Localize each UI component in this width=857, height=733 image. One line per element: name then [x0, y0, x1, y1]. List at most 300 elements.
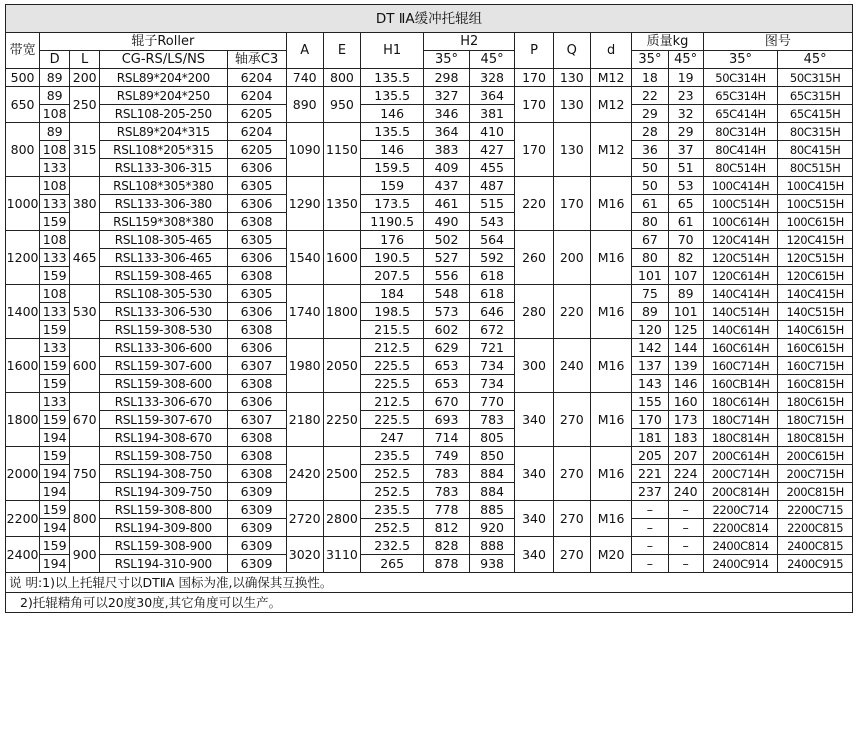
belt-width-cell: 2200: [6, 501, 40, 537]
dim-q-cell: 200: [553, 231, 590, 285]
dim-e-cell: 1350: [323, 177, 360, 231]
drawing-45-cell: 200C715H: [778, 465, 853, 483]
drawing-45-cell: 65C315H: [778, 87, 853, 105]
roller-diameter-cell: 108: [40, 285, 70, 303]
mass-45-cell: –: [668, 555, 703, 573]
roller-length-cell: 200: [70, 69, 100, 87]
table-row: [6, 411, 853, 429]
table-row: [6, 501, 853, 519]
dim-h1-cell: 252.5: [361, 483, 424, 501]
roller-diameter-cell: 159: [40, 501, 70, 519]
drawing-45-cell: 120C415H: [778, 231, 853, 249]
table-row: [6, 249, 853, 267]
table-row: [6, 303, 853, 321]
drawing-45-cell: 80C315H: [778, 123, 853, 141]
dim-h2-45-cell: 885: [469, 501, 515, 519]
mass-35-cell: 137: [632, 357, 668, 375]
drawing-45-cell: 140C415H: [778, 285, 853, 303]
mass-45-cell: 107: [668, 267, 703, 285]
bearing-cell: 6205: [227, 105, 286, 123]
roller-model-cell: RSL194-309-800: [100, 519, 227, 537]
dim-e-cell: 2800: [323, 501, 360, 537]
table-row: [6, 339, 853, 357]
table-title: DT ⅡA缓冲托辊组: [6, 5, 853, 33]
header-l: L: [70, 51, 100, 69]
dim-a-cell: 1290: [286, 177, 323, 231]
bearing-cell: 6306: [227, 393, 286, 411]
mass-45-cell: 61: [668, 213, 703, 231]
mass-45-cell: 53: [668, 177, 703, 195]
roller-spec-table: [5, 4, 853, 613]
dim-e-cell: 1600: [323, 231, 360, 285]
drawing-35-cell: 65C314H: [703, 87, 778, 105]
dim-a-cell: 1980: [286, 339, 323, 393]
roller-model-cell: RSL159-307-670: [100, 411, 227, 429]
dim-h2-35-cell: 878: [424, 555, 470, 573]
roller-diameter-cell: 108: [40, 231, 70, 249]
bolt-d-cell: M12: [590, 69, 631, 87]
dim-h2-45-cell: 884: [469, 483, 515, 501]
mass-45-cell: 139: [668, 357, 703, 375]
table-row: [6, 519, 853, 537]
mass-45-cell: 19: [668, 69, 703, 87]
bolt-d-cell: M16: [590, 285, 631, 339]
drawing-35-cell: 180C614H: [703, 393, 778, 411]
dim-q-cell: 220: [553, 285, 590, 339]
drawing-35-cell: 140C614H: [703, 321, 778, 339]
dim-h1-cell: 252.5: [361, 465, 424, 483]
mass-35-cell: 22: [632, 87, 668, 105]
table-row: [6, 375, 853, 393]
belt-width-cell: 500: [6, 69, 40, 87]
dim-h1-cell: 212.5: [361, 339, 424, 357]
mass-35-cell: 61: [632, 195, 668, 213]
table-row: [6, 123, 853, 141]
dim-h2-35-cell: 298: [424, 69, 470, 87]
dim-h2-35-cell: 548: [424, 285, 470, 303]
dim-h2-35-cell: 502: [424, 231, 470, 249]
roller-model-cell: RSL194-310-900: [100, 555, 227, 573]
dim-h1-cell: 146: [361, 141, 424, 159]
roller-diameter-cell: 159: [40, 375, 70, 393]
mass-35-cell: 18: [632, 69, 668, 87]
bearing-cell: 6309: [227, 483, 286, 501]
header-a: A: [286, 33, 323, 69]
roller-diameter-cell: 194: [40, 465, 70, 483]
dim-p-cell: 340: [515, 537, 553, 573]
bolt-d-cell: M16: [590, 231, 631, 285]
roller-model-cell: RSL133-306-380: [100, 195, 227, 213]
belt-width-cell: 800: [6, 123, 40, 177]
drawing-35-cell: 2200C714: [703, 501, 778, 519]
roller-model-cell: RSL108-305-530: [100, 285, 227, 303]
roller-model-cell: RSL159-308-465: [100, 267, 227, 285]
mass-45-cell: 32: [668, 105, 703, 123]
dim-h2-35-cell: 409: [424, 159, 470, 177]
bearing-cell: 6205: [227, 141, 286, 159]
roller-length-cell: 465: [70, 231, 100, 285]
dim-q-cell: 270: [553, 537, 590, 573]
dim-h2-45-cell: 734: [469, 375, 515, 393]
table-row: [6, 483, 853, 501]
roller-model-cell: RSL89*204*200: [100, 69, 227, 87]
drawing-35-cell: 100C514H: [703, 195, 778, 213]
header-mass-35: 35°: [632, 51, 668, 69]
dim-h2-45-cell: 487: [469, 177, 515, 195]
dim-p-cell: 340: [515, 393, 553, 447]
bolt-d-cell: M16: [590, 339, 631, 393]
dim-a-cell: 2180: [286, 393, 323, 447]
dim-h2-35-cell: 629: [424, 339, 470, 357]
roller-model-cell: RSL89*204*315: [100, 123, 227, 141]
dim-h2-45-cell: 592: [469, 249, 515, 267]
table-row: [6, 267, 853, 285]
dim-h1-cell: 247: [361, 429, 424, 447]
dim-h2-35-cell: 749: [424, 447, 470, 465]
dim-h2-35-cell: 828: [424, 537, 470, 555]
roller-model-cell: RSL108*205*315: [100, 141, 227, 159]
mass-45-cell: 37: [668, 141, 703, 159]
bearing-cell: 6306: [227, 159, 286, 177]
bearing-cell: 6306: [227, 249, 286, 267]
roller-diameter-cell: 194: [40, 429, 70, 447]
dim-h2-35-cell: 783: [424, 465, 470, 483]
dim-h2-45-cell: 646: [469, 303, 515, 321]
bearing-cell: 6307: [227, 357, 286, 375]
drawing-45-cell: 120C615H: [778, 267, 853, 285]
roller-diameter-cell: 133: [40, 195, 70, 213]
mass-45-cell: 183: [668, 429, 703, 447]
dim-h2-35-cell: 693: [424, 411, 470, 429]
drawing-35-cell: 100C614H: [703, 213, 778, 231]
dim-q-cell: 270: [553, 501, 590, 537]
mass-35-cell: 142: [632, 339, 668, 357]
roller-model-cell: RSL159-308-900: [100, 537, 227, 555]
dim-h2-35-cell: 556: [424, 267, 470, 285]
dim-h2-45-cell: 672: [469, 321, 515, 339]
drawing-45-cell: 100C615H: [778, 213, 853, 231]
dim-a-cell: 2420: [286, 447, 323, 501]
dim-h2-35-cell: 812: [424, 519, 470, 537]
mass-35-cell: 36: [632, 141, 668, 159]
bearing-cell: 6308: [227, 267, 286, 285]
drawing-45-cell: 50C315H: [778, 69, 853, 87]
dim-a-cell: 1740: [286, 285, 323, 339]
header-model: CG-RS/LS/NS: [100, 51, 227, 69]
mass-45-cell: –: [668, 537, 703, 555]
mass-45-cell: 173: [668, 411, 703, 429]
mass-45-cell: 89: [668, 285, 703, 303]
bearing-cell: 6309: [227, 537, 286, 555]
dim-h1-cell: 159.5: [361, 159, 424, 177]
mass-45-cell: 82: [668, 249, 703, 267]
mass-45-cell: 144: [668, 339, 703, 357]
dim-h2-35-cell: 602: [424, 321, 470, 339]
dim-h2-35-cell: 573: [424, 303, 470, 321]
dim-h2-45-cell: 364: [469, 87, 515, 105]
mass-45-cell: 51: [668, 159, 703, 177]
drawing-45-cell: 100C415H: [778, 177, 853, 195]
drawing-45-cell: 160C815H: [778, 375, 853, 393]
roller-diameter-cell: 108: [40, 105, 70, 123]
drawing-45-cell: 140C515H: [778, 303, 853, 321]
mass-45-cell: 224: [668, 465, 703, 483]
roller-model-cell: RSL194-308-670: [100, 429, 227, 447]
drawing-45-cell: 100C515H: [778, 195, 853, 213]
bearing-cell: 6305: [227, 231, 286, 249]
dim-a-cell: 890: [286, 87, 323, 123]
mass-35-cell: –: [632, 537, 668, 555]
dim-h2-45-cell: 618: [469, 285, 515, 303]
drawing-35-cell: 200C614H: [703, 447, 778, 465]
dim-e-cell: 2050: [323, 339, 360, 393]
roller-model-cell: RSL133-306-315: [100, 159, 227, 177]
drawing-45-cell: 80C415H: [778, 141, 853, 159]
roller-diameter-cell: 89: [40, 123, 70, 141]
roller-length-cell: 600: [70, 339, 100, 393]
dim-h2-45-cell: 455: [469, 159, 515, 177]
dim-h1-cell: 225.5: [361, 375, 424, 393]
dim-h2-45-cell: 920: [469, 519, 515, 537]
dim-h2-35-cell: 437: [424, 177, 470, 195]
dim-q-cell: 270: [553, 393, 590, 447]
drawing-35-cell: 2400C814: [703, 537, 778, 555]
dim-q-cell: 130: [553, 123, 590, 177]
roller-diameter-cell: 159: [40, 537, 70, 555]
drawing-35-cell: 120C414H: [703, 231, 778, 249]
mass-35-cell: 101: [632, 267, 668, 285]
header-drawing-45: 45°: [778, 51, 853, 69]
dim-h1-cell: 225.5: [361, 357, 424, 375]
dim-h2-45-cell: 564: [469, 231, 515, 249]
drawing-45-cell: 2400C815: [778, 537, 853, 555]
dim-h2-35-cell: 714: [424, 429, 470, 447]
belt-width-cell: 2400: [6, 537, 40, 573]
dim-q-cell: 170: [553, 177, 590, 231]
dim-h2-45-cell: 618: [469, 267, 515, 285]
dim-h2-45-cell: 328: [469, 69, 515, 87]
mass-35-cell: 80: [632, 249, 668, 267]
roller-length-cell: 530: [70, 285, 100, 339]
roller-model-cell: RSL159-308-530: [100, 321, 227, 339]
bolt-d-cell: M16: [590, 501, 631, 537]
roller-diameter-cell: 194: [40, 555, 70, 573]
table-row: [6, 357, 853, 375]
roller-model-cell: RSL194-308-750: [100, 465, 227, 483]
dim-e-cell: 1800: [323, 285, 360, 339]
drawing-35-cell: 120C514H: [703, 249, 778, 267]
dim-h1-cell: 135.5: [361, 123, 424, 141]
roller-diameter-cell: 159: [40, 411, 70, 429]
dim-a-cell: 1090: [286, 123, 323, 177]
header-drawing: 图号: [703, 33, 852, 51]
table-body: [6, 69, 853, 573]
mass-45-cell: 146: [668, 375, 703, 393]
table-row: [6, 87, 853, 105]
drawing-45-cell: 160C715H: [778, 357, 853, 375]
dim-h2-45-cell: 783: [469, 411, 515, 429]
roller-length-cell: 380: [70, 177, 100, 231]
mass-45-cell: 70: [668, 231, 703, 249]
roller-diameter-cell: 194: [40, 519, 70, 537]
dim-e-cell: 3110: [323, 537, 360, 573]
header-q: Q: [553, 33, 590, 69]
bolt-d-cell: M16: [590, 393, 631, 447]
roller-model-cell: RSL159-307-600: [100, 357, 227, 375]
dim-h1-cell: 215.5: [361, 321, 424, 339]
drawing-35-cell: 2200C814: [703, 519, 778, 537]
roller-diameter-cell: 159: [40, 447, 70, 465]
table-row: [6, 69, 853, 87]
dim-e-cell: 950: [323, 87, 360, 123]
belt-width-cell: 2000: [6, 447, 40, 501]
drawing-45-cell: 180C715H: [778, 411, 853, 429]
drawing-35-cell: 160C614H: [703, 339, 778, 357]
drawing-45-cell: 2200C815: [778, 519, 853, 537]
mass-35-cell: 67: [632, 231, 668, 249]
dim-a-cell: 1540: [286, 231, 323, 285]
bearing-cell: 6308: [227, 429, 286, 447]
dim-q-cell: 270: [553, 447, 590, 501]
drawing-35-cell: 80C414H: [703, 141, 778, 159]
dim-h2-45-cell: 805: [469, 429, 515, 447]
dim-h1-cell: 1190.5: [361, 213, 424, 231]
table-row: [6, 105, 853, 123]
drawing-45-cell: 80C515H: [778, 159, 853, 177]
table-row: [6, 555, 853, 573]
table-row: [6, 141, 853, 159]
dim-h2-45-cell: 721: [469, 339, 515, 357]
dim-h2-35-cell: 527: [424, 249, 470, 267]
roller-diameter-cell: 133: [40, 159, 70, 177]
roller-diameter-cell: 108: [40, 177, 70, 195]
drawing-35-cell: 160CB14H: [703, 375, 778, 393]
dim-p-cell: 260: [515, 231, 553, 285]
note-2: 2)托辊精角可以20度30度,其它角度可以生产。: [6, 593, 853, 613]
dim-h1-cell: 190.5: [361, 249, 424, 267]
drawing-45-cell: 200C815H: [778, 483, 853, 501]
dim-h2-45-cell: 850: [469, 447, 515, 465]
roller-diameter-cell: 89: [40, 69, 70, 87]
dim-h1-cell: 265: [361, 555, 424, 573]
dim-h2-35-cell: 653: [424, 357, 470, 375]
table-row: [6, 213, 853, 231]
drawing-35-cell: 180C814H: [703, 429, 778, 447]
roller-diameter-cell: 133: [40, 339, 70, 357]
mass-45-cell: 125: [668, 321, 703, 339]
roller-model-cell: RSL108-305-465: [100, 231, 227, 249]
dim-p-cell: 340: [515, 447, 553, 501]
header-p: P: [515, 33, 553, 69]
bolt-d-cell: M12: [590, 87, 631, 123]
dim-h2-45-cell: 381: [469, 105, 515, 123]
drawing-35-cell: 140C514H: [703, 303, 778, 321]
drawing-35-cell: 120C614H: [703, 267, 778, 285]
drawing-45-cell: 180C615H: [778, 393, 853, 411]
dim-h2-45-cell: 410: [469, 123, 515, 141]
dim-h1-cell: 173.5: [361, 195, 424, 213]
roller-diameter-cell: 159: [40, 213, 70, 231]
header-h2-35: 35°: [424, 51, 470, 69]
drawing-35-cell: 2400C914: [703, 555, 778, 573]
table-row: [6, 465, 853, 483]
dim-q-cell: 130: [553, 87, 590, 123]
table-row: [6, 177, 853, 195]
drawing-35-cell: 180C714H: [703, 411, 778, 429]
drawing-35-cell: 140C414H: [703, 285, 778, 303]
mass-35-cell: 80: [632, 213, 668, 231]
drawing-45-cell: 65C415H: [778, 105, 853, 123]
table-row: [6, 537, 853, 555]
drawing-45-cell: 160C615H: [778, 339, 853, 357]
mass-45-cell: 240: [668, 483, 703, 501]
drawing-35-cell: 50C314H: [703, 69, 778, 87]
mass-35-cell: 237: [632, 483, 668, 501]
dim-p-cell: 340: [515, 501, 553, 537]
dim-h1-cell: 252.5: [361, 519, 424, 537]
bolt-d-cell: M16: [590, 447, 631, 501]
dim-e-cell: 2250: [323, 393, 360, 447]
mass-35-cell: 89: [632, 303, 668, 321]
bearing-cell: 6309: [227, 501, 286, 519]
bearing-cell: 6308: [227, 465, 286, 483]
dim-h1-cell: 159: [361, 177, 424, 195]
table-row: [6, 231, 853, 249]
dim-h1-cell: 207.5: [361, 267, 424, 285]
roller-model-cell: RSL108-205-250: [100, 105, 227, 123]
drawing-35-cell: 100C414H: [703, 177, 778, 195]
roller-model-cell: RSL133-306-670: [100, 393, 227, 411]
mass-35-cell: 50: [632, 159, 668, 177]
dim-h2-45-cell: 884: [469, 465, 515, 483]
dim-h1-cell: 135.5: [361, 87, 424, 105]
roller-model-cell: RSL159-308-600: [100, 375, 227, 393]
mass-35-cell: –: [632, 519, 668, 537]
bearing-cell: 6306: [227, 339, 286, 357]
bearing-cell: 6308: [227, 213, 286, 231]
mass-45-cell: –: [668, 501, 703, 519]
mass-45-cell: 160: [668, 393, 703, 411]
bearing-cell: 6308: [227, 447, 286, 465]
dim-a-cell: 3020: [286, 537, 323, 573]
belt-width-cell: 1400: [6, 285, 40, 339]
bolt-d-cell: M20: [590, 537, 631, 573]
dim-h1-cell: 184: [361, 285, 424, 303]
dim-h2-35-cell: 364: [424, 123, 470, 141]
drawing-35-cell: 80C314H: [703, 123, 778, 141]
roller-diameter-cell: 159: [40, 321, 70, 339]
roller-length-cell: 900: [70, 537, 100, 573]
dim-h1-cell: 135.5: [361, 69, 424, 87]
roller-length-cell: 800: [70, 501, 100, 537]
dim-a-cell: 2720: [286, 501, 323, 537]
drawing-35-cell: 200C814H: [703, 483, 778, 501]
mass-45-cell: 207: [668, 447, 703, 465]
drawing-45-cell: 2400C915: [778, 555, 853, 573]
roller-diameter-cell: 133: [40, 303, 70, 321]
dim-p-cell: 220: [515, 177, 553, 231]
dim-h1-cell: 198.5: [361, 303, 424, 321]
roller-model-cell: RSL133-306-465: [100, 249, 227, 267]
roller-length-cell: 670: [70, 393, 100, 447]
roller-model-cell: RSL159-308-800: [100, 501, 227, 519]
header-roller-group: 辊子Roller: [40, 33, 286, 51]
dim-p-cell: 300: [515, 339, 553, 393]
roller-diameter-cell: 194: [40, 483, 70, 501]
drawing-35-cell: 65C414H: [703, 105, 778, 123]
dim-h2-45-cell: 770: [469, 393, 515, 411]
bearing-cell: 6307: [227, 411, 286, 429]
